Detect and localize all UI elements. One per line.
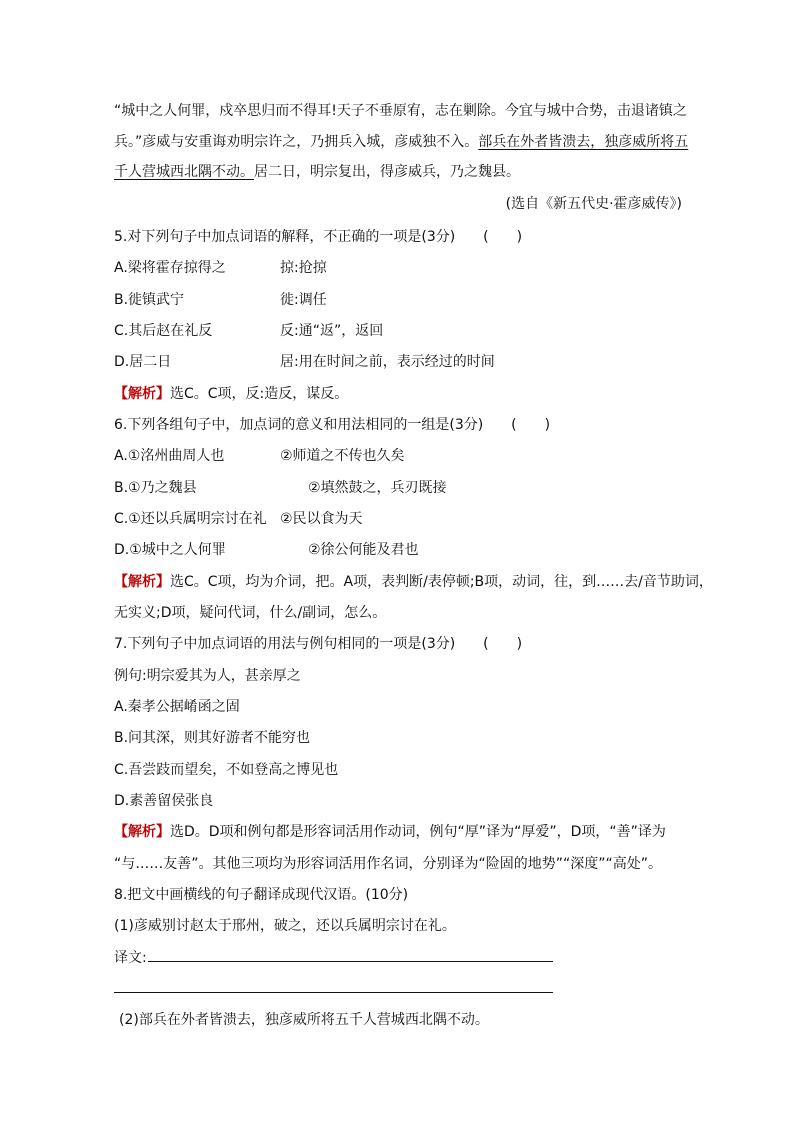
q5-option-c-gloss: 反:通“返”，返回 xyxy=(280,323,384,339)
q6-option-b-2: ②填然鼓之，兵刃既接 xyxy=(308,480,447,496)
q5-option-b-gloss: 徙:调任 xyxy=(280,292,327,308)
q6-option-b-1: B.①乃之魏县 xyxy=(114,480,197,496)
q6-option-d-2: ②徐公何能及君也 xyxy=(308,542,419,558)
q5-analysis-tag: 【解析】 xyxy=(114,386,170,402)
passage-line-2 xyxy=(114,132,688,152)
q7-option-c: C.吾尝跂而望矣，不如登高之博见也 xyxy=(114,762,339,778)
q5-analysis-text: 选C。C项，反:造反，谋反。 xyxy=(170,386,349,402)
translation-answer-line-1[interactable] xyxy=(148,961,553,962)
translation-answer-line-2[interactable] xyxy=(114,992,553,993)
q8-sentence-2: (2)部兵在外者皆溃去，独彦威所将五千人营城西北隅不动。 xyxy=(119,1012,489,1028)
q7-example: 例句:明宗爱其为人，甚亲厚之 xyxy=(114,668,301,684)
q5-analysis xyxy=(114,384,348,404)
passage-source: (选自《新五代史·霍彦威传》) xyxy=(505,196,682,212)
passage-line-3 xyxy=(114,162,520,182)
q7-analysis-text: 选D。D项和例句都是形容词活用作动词，例句“厚”译为“厚爱”，D项，“善”译为 xyxy=(170,824,666,840)
q5-option-d-gloss: 居:用在时间之前，表示经过的时间 xyxy=(280,354,495,370)
q6-analysis-tag: 【解析】 xyxy=(114,574,170,590)
q6-option-a-1: A.①洺州曲周人也 xyxy=(114,448,225,464)
q6-option-c-2: ②民以食为天 xyxy=(280,511,363,527)
q7-option-a: A.秦孝公据崤函之固 xyxy=(114,699,240,715)
q5-option-a-gloss: 掠:抢掠 xyxy=(280,260,327,276)
q6-option-c-1: C.①还以兵属明宗讨在礼 xyxy=(114,511,267,527)
passage-line-3-text: 居二日，明宗复出，得彦威兵，乃之魏县。 xyxy=(254,164,520,180)
q5-option-a: A.梁将霍存掠得之 xyxy=(114,260,226,276)
q5-option-d: D.居二日 xyxy=(114,354,172,370)
q8-sentence-1: (1)彦威别讨赵太于邢州，破之，还以兵属明宗讨在礼。 xyxy=(114,918,456,934)
q7-option-d: D.素善留侯张良 xyxy=(114,793,214,809)
q5-stem: 5.对下列句子中加点词语的解释，不正确的一项是(3分) ( ) xyxy=(114,229,523,245)
q6-stem: 6.下列各组句子中，加点词的意义和用法相同的一组是(3分) ( ) xyxy=(114,417,551,433)
passage-line-1: “城中之人何罪，戍卒思归而不得耳!天子不垂原宥，志在剿除。今宜与城中合势，击退诸镇之 xyxy=(114,103,687,119)
underlined-sentence-part-1: 部兵在外者皆溃去，独彦威所将五 xyxy=(478,134,689,150)
q6-analysis-line-1 xyxy=(114,572,713,592)
q6-analysis-text: 选C。C项，均为介词，把。A项，表判断/表停顿;B项，动词，往，到……去/音节助词， xyxy=(170,574,713,590)
q6-option-d-1: D.①城中之人何罪 xyxy=(114,542,226,558)
q5-option-c: C.其后赵在礼反 xyxy=(114,323,213,339)
q7-analysis-line-1 xyxy=(114,822,666,842)
translation-label: 译文: xyxy=(114,950,147,966)
q8-stem: 8.把文中画横线的句子翻译成现代汉语。(10分) xyxy=(114,887,409,903)
q7-analysis-tag: 【解析】 xyxy=(114,824,170,840)
passage-line-2-text: 兵。”彦威与安重诲劝明宗许之，乃拥兵入城，彦威独不入。 xyxy=(114,134,479,150)
underlined-sentence-part-2: 千人营城西北隅不动。 xyxy=(114,164,254,180)
q7-analysis-line-2: “与……友善”。其他三项均为形容词活用作名词，分别译为“险固的地势”“深度”“高处”。 xyxy=(114,856,663,872)
q6-option-a-2: ②师道之不传也久矣 xyxy=(280,448,405,464)
q6-analysis-line-2: 无实义;D项，疑问代词，什么/副词，怎么。 xyxy=(114,605,387,621)
q5-option-b: B.徙镇武宁 xyxy=(114,292,185,308)
q7-stem: 7.下列句子中加点词语的用法与例句相同的一项是(3分) ( ) xyxy=(114,636,523,652)
q7-option-b: B.问其深，则其好游者不能穷也 xyxy=(114,730,311,746)
